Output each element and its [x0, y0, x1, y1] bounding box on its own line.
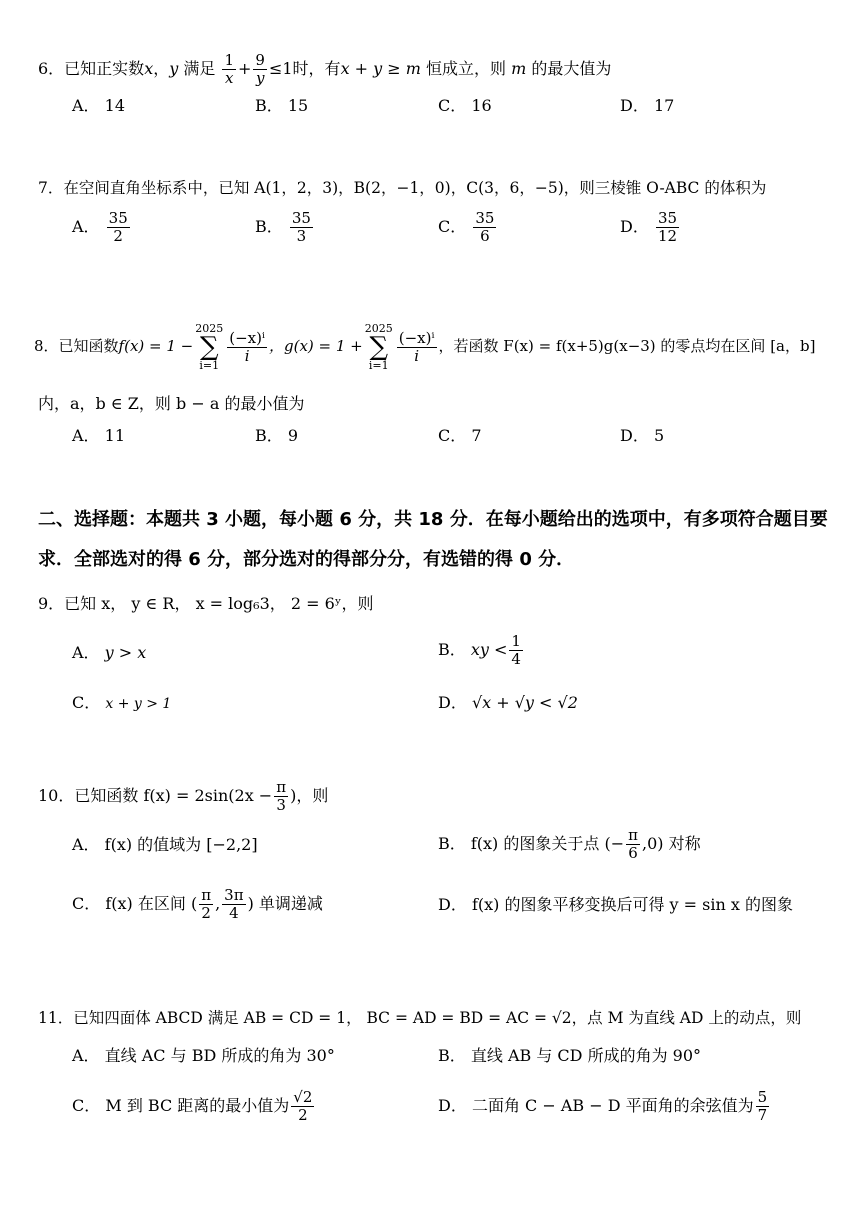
q8-prefix: 8．已知函数 — [34, 337, 119, 355]
q10-option-a[interactable]: A． f(x) 的值域为 [−2,2] — [72, 835, 258, 854]
q6-stem-part: 6．已知正实数 — [38, 59, 145, 78]
q6-var-y: y — [169, 59, 179, 78]
q8-mid: ，若函数 F(x) = f(x+5)g(x−3) 的零点均在区间 [a，b] — [438, 337, 816, 355]
q7-option-d[interactable]: D． $\frac{35}{12}$ — [620, 209, 678, 245]
q6-option-a[interactable]: A． 14 — [72, 96, 126, 115]
q8-line2: 内，a，b ∈ Z，则 b − a 的最小值为 — [38, 394, 305, 413]
q6-frac-2: $\frac{9}{y}$ — [255, 51, 265, 87]
q8-option-b[interactable]: B． 9 — [255, 426, 299, 445]
q10-option-c[interactable]: C． f(x) 在区间 ( $\frac{\pi}{2}$ , $\frac{3\pi}{4}$ ) 单调递减 — [72, 886, 323, 922]
q8-sum-2: 2025 ∑ i=1 — [364, 322, 393, 372]
q6-stem-part: 满足 — [178, 59, 216, 78]
q8-option-c[interactable]: C． 7 — [438, 426, 482, 445]
q9-option-b[interactable]: B． xy < $\frac{1}{4}$ — [438, 632, 521, 668]
q11-option-c[interactable]: C． M 到 BC 距离的最小值为 $\frac{√2}{2}$ — [72, 1088, 313, 1124]
q8-f-lhs: f(x) = 1 − — [118, 337, 194, 355]
q8-g-lhs: ，g(x) = 1 + — [269, 337, 363, 355]
q8-stem — [34, 318, 815, 374]
q7-option-a[interactable]: A． $\frac{35}{2}$ — [72, 209, 128, 245]
q6-stem-part: 的最大值为 — [526, 59, 612, 78]
q6-option-c[interactable]: C． 16 — [438, 96, 492, 115]
q11-stem: 11．已知四面体 ABCD 满足 AB = CD = 1， BC = AD = BD = AC = √2，点 M 为直线 AD 上的动点，则 — [38, 1009, 802, 1027]
q6-frac-1: $\frac{1}{x}$ — [224, 51, 235, 87]
q6-stem: 6．已知正实数x，y 满足 $\frac{1}{x}$ + $\frac{9}{y}$ ≤1时，有x + y ≥ m 恒成立，则 m 的最大值为 — [38, 51, 612, 87]
q6-ineq: x + y ≥ m — [340, 59, 421, 78]
q9-stem: 9．已知 x， y ∈ R， x = log₆3， 2 = 6ʸ，则 — [38, 594, 374, 613]
section-2-header: 二、选择题：本题共 3 小题，每小题 6 分，共 18 分．在每小题给出的选项中，有多项符合题目要求．全部选对的得 6 分，部分选对的得部分分，有选错的得 0 分． — [38, 509, 828, 570]
q8-option-a[interactable]: A． 11 — [72, 426, 126, 445]
q10-option-d[interactable]: D． f(x) 的图象平移变换后可得 y = sin x 的图象 — [438, 895, 793, 914]
q8-sum-1: 2025 ∑ i=1 — [195, 322, 224, 372]
q11-option-a[interactable]: A． 直线 AC 与 BD 所成的角为 30° — [72, 1046, 335, 1065]
q8-term-1: $\frac{\text{(−x)ⁱ}}{i}$ — [229, 328, 265, 365]
q7-option-b[interactable]: B． $\frac{35}{3}$ — [255, 209, 311, 245]
q10-option-b[interactable]: B． f(x) 的图象关于点 (− $\frac{\pi}{6}$ ,0) 对称 — [438, 826, 701, 862]
q9-option-c[interactable]: C． x + y > 1 — [72, 693, 172, 712]
q6-option-b[interactable]: B． 15 — [255, 96, 309, 115]
q8-term-2: $\frac{\text{(−x)ⁱ}}{i}$ — [398, 328, 435, 365]
q11-option-b[interactable]: B． 直线 AB 与 CD 所成的角为 90° — [438, 1046, 702, 1065]
q6-stem-part: ≤1时，有 — [268, 59, 341, 78]
q9-option-d[interactable]: D． √x + √y < √2 — [438, 693, 578, 712]
q10-stem: 10．已知函数 f(x) = 2sin(2x − $\frac{\pi}{3}$ )，则 — [38, 778, 329, 814]
q7-option-c[interactable]: C． $\frac{35}{6}$ — [438, 209, 495, 245]
q6-var-x: x — [144, 59, 154, 78]
q6-stem-part: 恒成立，则 — [420, 59, 512, 78]
q9-option-a[interactable]: A． y > x — [72, 643, 147, 662]
q7-stem: 7．在空间直角坐标系中，已知 A(1，2，3)，B(2，−1，0)，C(3，6，−5)，则三棱锥 O-ABC 的体积为 — [38, 179, 767, 197]
q6-stem-part: ， — [153, 59, 170, 78]
q11-option-d[interactable]: D． 二面角 C − AB − D 平面角的余弦值为 $\frac{5}{7}$ — [438, 1088, 768, 1124]
q8-option-d[interactable]: D． 5 — [620, 426, 665, 445]
q6-option-d[interactable]: D． 17 — [620, 96, 675, 115]
q6-var-m: m — [511, 59, 527, 78]
